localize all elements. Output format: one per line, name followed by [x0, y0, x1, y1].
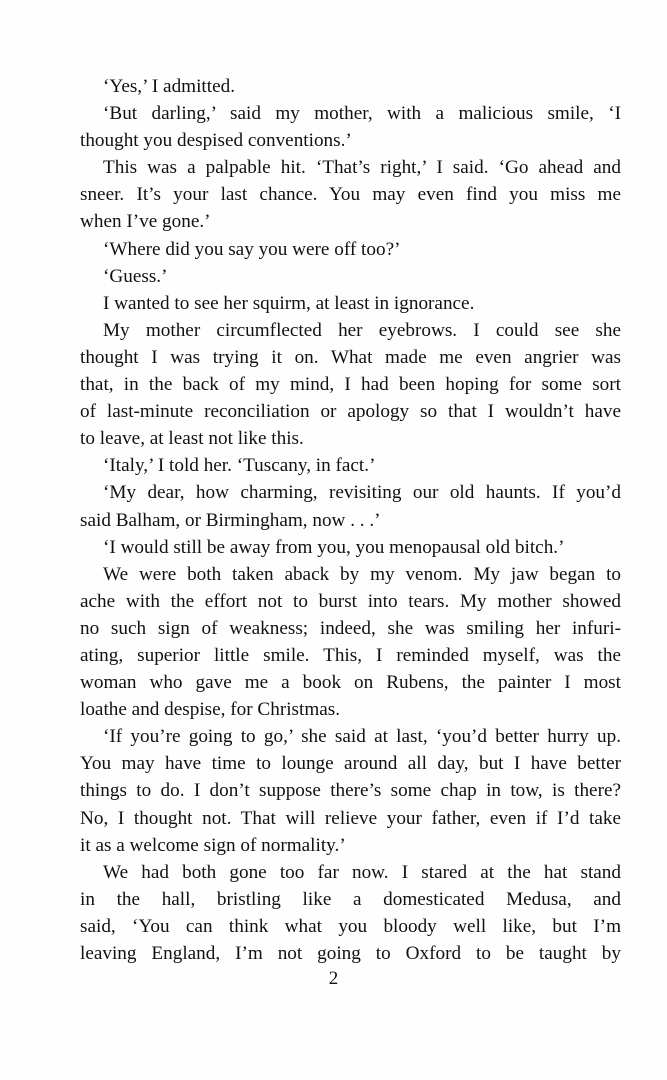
text-line: ating, superior little smile. This, I reminded myself, was the: [80, 644, 621, 666]
text-line: ‘Guess.’: [103, 265, 168, 287]
text-line: ache with the effort not to burst into tears. My mother showed: [80, 590, 621, 612]
text-line: to leave, at least not like this.: [80, 428, 304, 450]
text-line: no such sign of weakness; indeed, she was smiling her infuri-: [80, 617, 621, 639]
text-line: said Balham, or Birmingham, now . . .’: [80, 509, 381, 531]
text-line: ‘If you’re going to go,’ she said at last, ‘you’d better hurry up.: [103, 726, 621, 748]
text-line: My mother circumflected her eyebrows. I could see she: [103, 319, 621, 341]
text-line: said, ‘You can think what you bloody well like, but I’m: [80, 915, 621, 937]
text-line: ‘Where did you say you were off too?’: [103, 238, 401, 260]
text-line: things to do. I don’t suppose there’s some chap in tow, is there?: [80, 780, 621, 802]
text-line: loathe and despise, for Christmas.: [80, 699, 341, 721]
text-line: We had both gone too far now. I stared at the hat stand: [103, 861, 621, 883]
text-line: We were both taken aback by my venom. My jaw began to: [103, 563, 621, 585]
text-line: in the hall, bristling like a domesticated Medusa, and: [80, 888, 621, 910]
text-line: thought I was trying it on. What made me even angrier was: [80, 346, 621, 368]
text-line: No, I thought not. That will relieve your father, even if I’d take: [80, 807, 621, 829]
text-line: that, in the back of my mind, I had been hoping for some sort: [80, 374, 621, 396]
page-number: 2: [328, 968, 339, 989]
text-line: when I’ve gone.’: [80, 211, 211, 233]
text-line: leaving England, I’m not going to Oxford to be taught by: [80, 943, 621, 964]
text-line: This was a palpable hit. ‘That’s right,’ I said. ‘Go ahead and: [103, 157, 621, 179]
text-line: ‘My dear, how charming, revisiting our old haunts. If you’d: [103, 482, 621, 504]
text-line: of last-minute reconciliation or apology so that I wouldn’t have: [80, 401, 621, 423]
text-line: sneer. It’s your last chance. You may even find you miss me: [80, 184, 621, 206]
text-line: You may have time to lounge around all day, but I have better: [80, 753, 621, 775]
text-line: ‘Italy,’ I told her. ‘Tuscany, in fact.’: [103, 455, 376, 477]
text-line: ‘But darling,’ said my mother, with a malicious smile, ‘I: [103, 103, 621, 125]
text-line: ‘Yes,’ I admitted.: [103, 76, 235, 97]
text-line: ‘I would still be away from you, you menopausal old bitch.’: [103, 536, 565, 558]
text-line: I wanted to see her squirm, at least in ignorance.: [103, 292, 475, 314]
text-line: it as a welcome sign of normality.’: [80, 834, 346, 856]
body-text: [80, 73, 621, 967]
text-line: thought you despised conventions.’: [80, 130, 352, 152]
text-line: woman who gave me a book on Rubens, the painter I most: [80, 672, 621, 694]
